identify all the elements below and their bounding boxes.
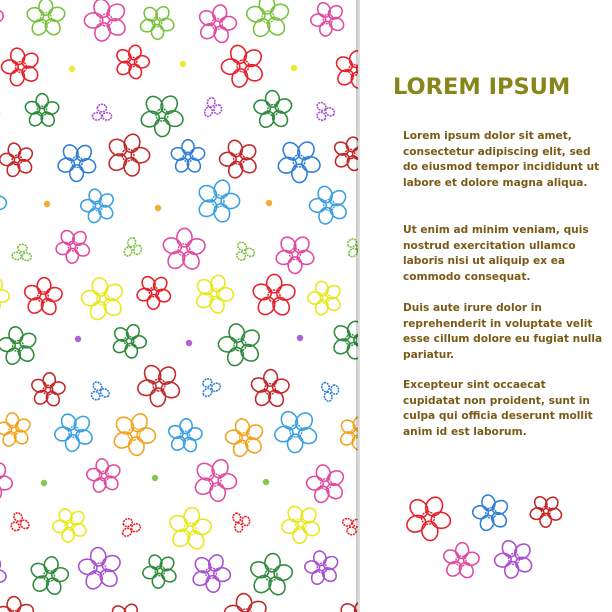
flower-icon: [80, 452, 128, 499]
flower-icon: [53, 137, 102, 187]
flower-icon: [308, 280, 343, 317]
flower-icon: [156, 0, 218, 1]
trefoil-icon: [6, 511, 31, 536]
card-paragraph-3: Duis aute irure dolor in reprehenderit in voluptate velit esse cillum dolore eu fugiat nulla pariatur.: [403, 302, 603, 361]
flower-icon: [303, 0, 353, 44]
flower-icon: [298, 456, 353, 512]
flower-icon: [21, 547, 78, 604]
flower-icon: [75, 543, 126, 596]
trefoil-icon: [197, 375, 222, 398]
trefoil-icon: [311, 101, 336, 124]
flower-icon: [107, 37, 157, 87]
flower-icon: [333, 410, 358, 456]
flower-icon: [333, 48, 358, 92]
flower-icon: [184, 449, 247, 512]
flower-icon: [161, 499, 220, 559]
flower-icon: [270, 0, 327, 3]
flower-icon: [157, 222, 211, 278]
flower-icon: [216, 585, 276, 612]
flower-icon: [333, 596, 358, 612]
flower-icon: [211, 131, 267, 187]
flower-icon: [297, 543, 347, 594]
card-paragraph-1: Lorem ipsum dolor sit amet, consectetur adipiscing elit, sed do eiusmod tempor incididunt ut labore et dolore magna aliqua.: [403, 130, 600, 189]
flower-icon: [323, 312, 358, 368]
flower-icon: [76, 184, 121, 228]
trefoil-icon: [321, 379, 341, 402]
flower-icon: [247, 84, 298, 137]
flower-icon: [244, 363, 295, 416]
flower-icon: [78, 0, 134, 47]
flower-icon: [435, 535, 487, 587]
flower-icon: [72, 268, 133, 330]
trefoil-icon: [123, 237, 145, 261]
flower-icon: [0, 406, 38, 454]
trefoil-icon: [204, 97, 224, 120]
flower-icon: [47, 405, 100, 459]
flower-icon: [464, 486, 517, 540]
flower-icon: [487, 531, 542, 586]
flower-icon: [272, 496, 329, 553]
flower-icon: [190, 0, 245, 52]
flower-icon: [272, 133, 326, 189]
flower-icon: [18, 0, 74, 46]
card-paragraph-2: Ut enim ad minim veniam, quis nostrud exercitation ullamco laboris nisi ut aliquip ex ea commodo consequat.: [403, 224, 589, 283]
flower-icon: [274, 234, 315, 273]
trefoil-icon: [118, 515, 142, 538]
flower-icon: [17, 86, 67, 136]
card-title: LOREM IPSUM: [393, 74, 571, 100]
flower-icon: [0, 323, 42, 369]
trefoil-icon: [12, 244, 32, 261]
flower-icon: [0, 0, 3, 34]
dot-icon: [152, 475, 158, 481]
flower-icon: [189, 269, 239, 318]
flower-icon: [170, 140, 207, 175]
flower-icon: [0, 457, 16, 504]
flower-icon: [49, 505, 91, 546]
flower-icon: [134, 361, 183, 408]
dot-icon: [186, 340, 192, 346]
flower-icon: [136, 547, 184, 595]
flower-icon: [48, 222, 98, 271]
card-paragraph-4: Excepteur sint occaecat cupidatat non proident, sunt in culpa qui officia deserunt mollit anim id est laborum.: [403, 379, 593, 438]
flower-icon: [0, 270, 17, 321]
trefoil-icon: [231, 241, 256, 265]
flower-icon: [245, 548, 296, 601]
flower-icon: [214, 38, 272, 95]
text-card: [360, 0, 612, 612]
flower-icon: [131, 84, 194, 146]
dot-icon: [263, 479, 269, 485]
dot-icon: [41, 480, 47, 486]
dot-icon: [75, 336, 81, 342]
flower-icon: [211, 316, 269, 373]
flower-icon: [110, 321, 148, 361]
dot-icon: [291, 65, 297, 71]
flower-icon: [304, 180, 354, 229]
dot-icon: [297, 335, 303, 341]
dot-icon: [266, 200, 272, 206]
flower-icon: [21, 276, 65, 319]
trefoil-icon: [232, 511, 251, 533]
flower-icon: [196, 178, 240, 224]
flower-icon: [160, 411, 211, 461]
flower-icon: [0, 555, 9, 593]
trefoil-icon: [92, 104, 111, 120]
card-flower-cluster: [360, 0, 612, 612]
flower-icon: [101, 595, 152, 612]
flower-icon: [27, 369, 68, 412]
dot-icon: [44, 201, 50, 207]
flower-icon: [243, 0, 292, 41]
flower-icon: [131, 269, 177, 316]
dot-icon: [155, 205, 161, 211]
trefoil-icon: [86, 380, 111, 404]
dot-icon: [180, 61, 186, 67]
flower-icon: [97, 124, 159, 187]
flower-icon: [134, 0, 180, 45]
flower-icon: [401, 490, 454, 545]
flower-icon: [0, 174, 15, 230]
flower-icon: [184, 546, 238, 599]
dot-icon: [69, 66, 75, 72]
flower-icon: [0, 137, 40, 183]
flower-icon: [0, 39, 49, 95]
flower-icon: [107, 408, 160, 459]
flower-icon: [327, 131, 358, 177]
flower-icon: [525, 489, 567, 532]
flower-icon: [224, 416, 267, 460]
flower-icon: [265, 401, 327, 462]
flower-icon: [0, 588, 43, 612]
